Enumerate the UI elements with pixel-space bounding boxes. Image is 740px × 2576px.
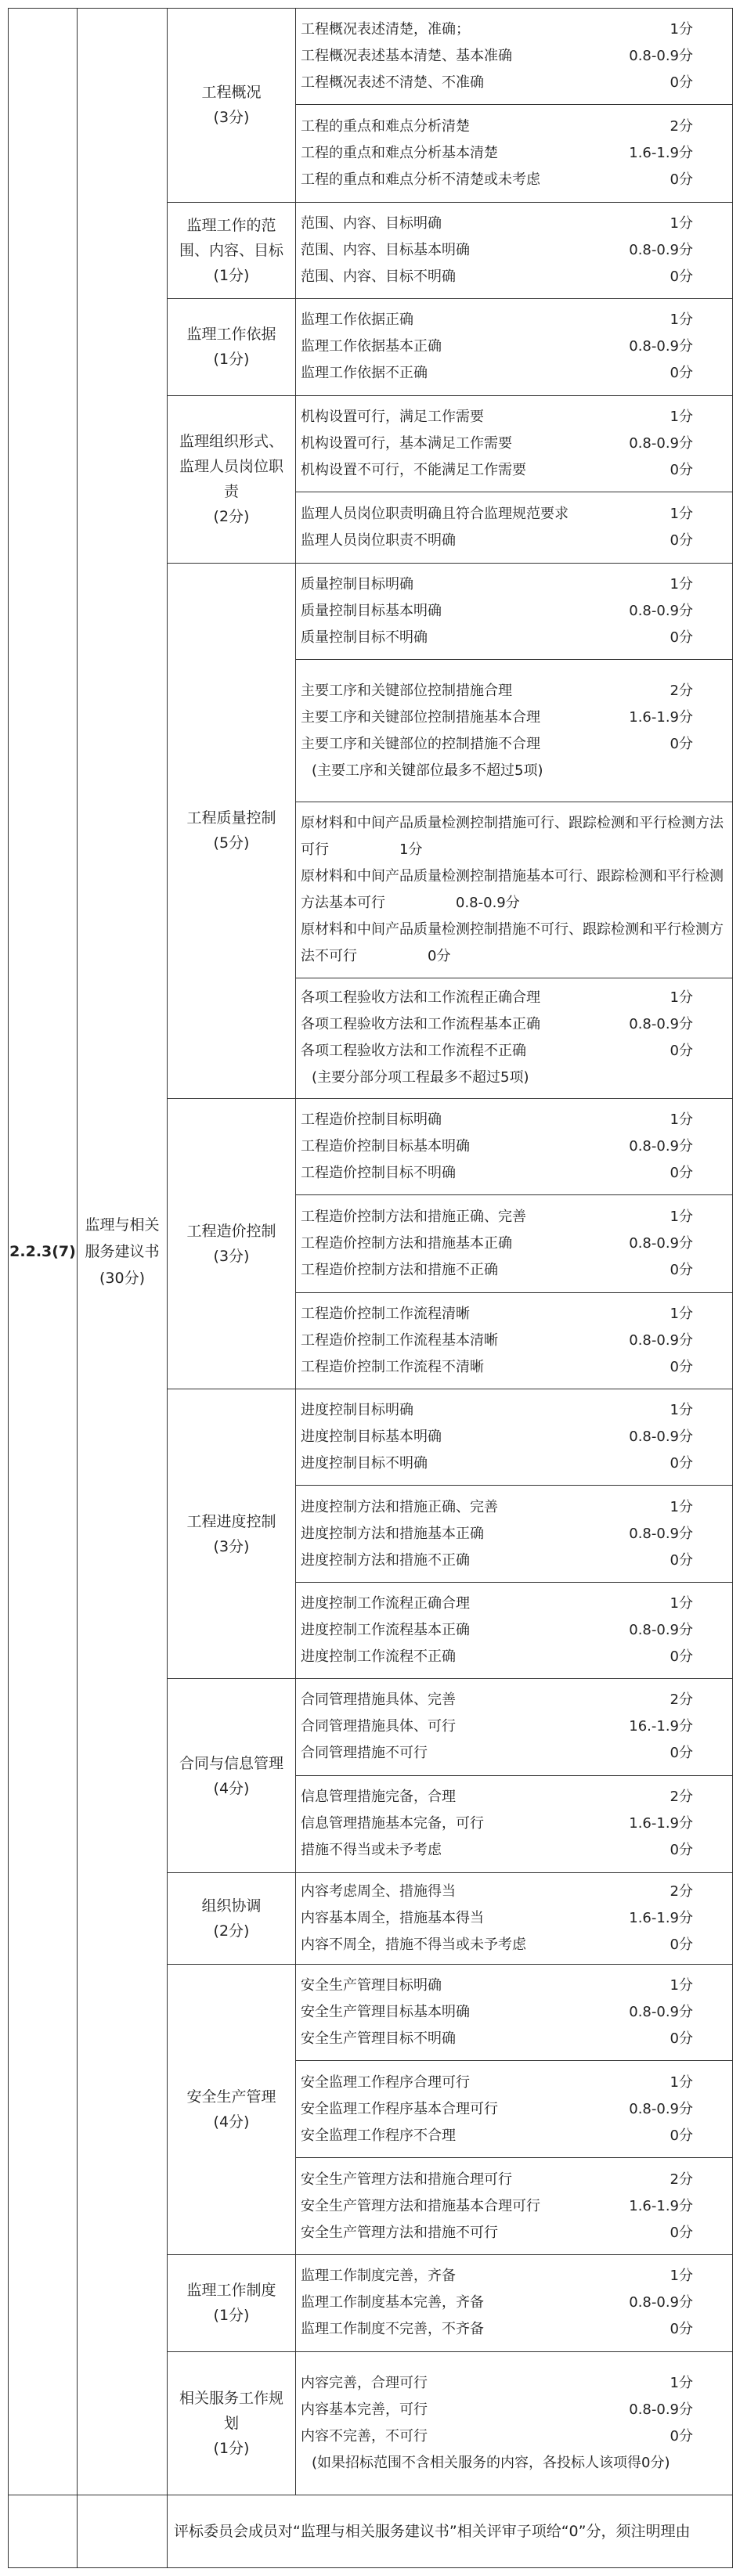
criteria-text: 主要工序和关键部位控制措施基本合理	[301, 708, 540, 726]
criteria-score: 0.8-0.9分	[456, 895, 520, 912]
item-cell	[168, 1679, 296, 1873]
item-cell	[168, 1098, 296, 1389]
criteria-cell	[296, 1098, 733, 1194]
item-cell	[168, 202, 296, 298]
criteria-row	[9, 9, 733, 105]
criteria-score: 1分	[670, 312, 693, 329]
criteria-line	[301, 307, 727, 333]
criteria-text: 监理工作依据不正确	[301, 365, 428, 382]
section-points: (30分)	[99, 1270, 145, 1288]
item-title: 工程进度控制	[186, 1512, 276, 1530]
item-title: 监理工作依据	[186, 326, 276, 344]
criteria-cell	[296, 1965, 733, 2061]
criteria-score: 1分	[670, 408, 693, 425]
criteria-text: 机构设置不可行，不能满足工作需要	[301, 461, 526, 478]
section-cell	[78, 9, 168, 2495]
criteria-score: 1分	[670, 1498, 693, 1515]
criteria-line	[301, 1713, 727, 1740]
item-points: (4分)	[213, 1779, 250, 1797]
footer-blank-cell	[9, 2495, 78, 2568]
criteria-score: 0.8-0.9分	[629, 1331, 693, 1349]
criteria-text: 工程造价控制工作流程基本清晰	[301, 1331, 498, 1349]
criteria-text: 工程造价控制方法和措施不正确	[301, 1262, 498, 1279]
criteria-text: 监理工作依据基本正确	[301, 338, 442, 355]
criteria-line	[301, 1879, 727, 1905]
item-cell	[168, 1389, 296, 1679]
criteria-score: 0分	[670, 531, 693, 549]
criteria-line	[301, 1328, 727, 1354]
criteria-score: 1分	[670, 575, 693, 593]
criteria-line	[301, 2263, 727, 2290]
criteria-note: (主要分部分项工程最多不超过5项)	[312, 1069, 529, 1086]
criteria-text: 监理工作制度完善，齐备	[301, 2268, 456, 2285]
criteria-line	[301, 264, 727, 290]
criteria-cell	[296, 105, 733, 202]
criteria-line	[301, 1905, 727, 1932]
criteria-score: 0.8-0.9分	[629, 338, 693, 355]
criteria-text: 工程造价控制方法和措施正确、完善	[301, 1209, 526, 1226]
item-cell	[168, 1965, 296, 2255]
item-title: 监理工作的范围、内容、目标	[179, 216, 283, 259]
criteria-score: 0.8-0.9分	[629, 602, 693, 619]
criteria-cell	[296, 1195, 733, 1292]
criteria-score: 0分	[670, 74, 693, 92]
criteria-cell	[296, 2351, 733, 2495]
item-cell	[168, 563, 296, 1098]
criteria-text: 工程概况表述基本清楚、基本准确	[301, 48, 512, 65]
criteria-cell	[296, 2157, 733, 2254]
criteria-line	[301, 70, 727, 96]
criteria-score: 0分	[670, 2030, 693, 2048]
criteria-text: 工程的重点和难点分析不清楚或未考虑	[301, 171, 540, 189]
criteria-score: 0.8-0.9分	[629, 2100, 693, 2117]
criteria-line	[301, 1038, 727, 1065]
criteria-score: 1分	[670, 1977, 693, 1994]
criteria-score: 0.8-0.9分	[629, 1622, 693, 1639]
criteria-text: 范围、内容、目标不明确	[301, 268, 456, 285]
criteria-text: 工程的重点和难点分析基本清楚	[301, 145, 498, 162]
criteria-line	[301, 1617, 727, 1644]
criteria-line	[301, 113, 727, 140]
criteria-text: 内容不完善，不可行	[301, 2427, 428, 2444]
criteria-line	[301, 1397, 727, 1424]
criteria-score: 0分	[670, 1648, 693, 1666]
criteria-text: 质量控制目标不明确	[301, 629, 428, 646]
criteria-score: 1.6-1.9分	[629, 708, 693, 726]
criteria-line	[301, 140, 727, 167]
criteria-score: 0.8-0.9分	[629, 1525, 693, 1542]
criteria-text: 质量控制目标明确	[301, 575, 413, 593]
item-cell	[168, 2351, 296, 2495]
criteria-score: 0分	[670, 629, 693, 646]
item-title: 安全生产管理	[186, 2088, 276, 2106]
criteria-line	[301, 1784, 727, 1810]
criteria-line	[301, 985, 727, 1011]
item-points: (3分)	[213, 1537, 250, 1555]
criteria-score: 0分	[670, 1455, 693, 1472]
criteria-line	[301, 1494, 727, 1521]
criteria-score: 0分	[670, 1043, 693, 1060]
criteria-line	[301, 731, 727, 758]
criteria-score: 0分	[428, 948, 451, 965]
criteria-cell	[296, 2061, 733, 2157]
criteria-line	[301, 431, 727, 457]
criteria-text: 监理人员岗位职责不明确	[301, 531, 456, 549]
criteria-score: 16.-1.9分	[629, 1718, 693, 1735]
criteria-score: 0分	[670, 735, 693, 752]
criteria-cell	[296, 9, 733, 105]
criteria-line	[301, 1644, 727, 1670]
criteria-line	[301, 404, 727, 431]
criteria-line	[301, 1932, 727, 1958]
criteria-line	[301, 1740, 727, 1767]
criteria-line	[301, 2397, 727, 2423]
criteria-line	[301, 1810, 727, 1837]
criteria-line	[301, 1160, 727, 1187]
criteria-score: 0.8-0.9分	[629, 2401, 693, 2418]
criteria-text: 安全生产管理方法和措施合理可行	[301, 2171, 512, 2188]
criteria-line	[301, 2167, 727, 2193]
criteria-text: 安全生产管理方法和措施基本合理可行	[301, 2197, 540, 2214]
criteria-text: 范围、内容、目标基本明确	[301, 241, 470, 258]
criteria-cell	[296, 1486, 733, 1582]
criteria-line	[301, 2123, 727, 2149]
criteria-score: 0分	[670, 2321, 693, 2338]
criteria-text: 进度控制工作流程基本正确	[301, 1622, 470, 1639]
criteria-text: 工程造价控制目标不明确	[301, 1165, 456, 1182]
criteria-score: 0.8-0.9分	[629, 48, 693, 65]
criteria-score: 0分	[670, 365, 693, 382]
item-title: 工程概况	[201, 84, 262, 102]
criteria-line	[301, 1011, 727, 1038]
criteria-line	[301, 237, 727, 264]
criteria-score: 0.8-0.9分	[629, 1429, 693, 1446]
item-title: 监理工作制度	[186, 2282, 276, 2300]
criteria-score: 1分	[670, 1111, 693, 1129]
criteria-score: 0分	[670, 1358, 693, 1375]
criteria-score: 1.6-1.9分	[629, 1815, 693, 1832]
criteria-line	[301, 2316, 727, 2343]
criteria-line	[301, 571, 727, 598]
criteria-line	[301, 1133, 727, 1160]
criteria-score: 0分	[670, 2127, 693, 2144]
criteria-text: 原材料和中间产品质量检测控制措施不可行、跟踪检测和平行检测方法不可行	[301, 921, 724, 965]
item-points: (4分)	[213, 2113, 250, 2131]
criteria-line	[301, 501, 727, 528]
criteria-line	[301, 333, 727, 360]
criteria-score: 1分	[670, 505, 693, 522]
item-title: 组织协调	[201, 1897, 262, 1915]
criteria-line	[301, 2370, 727, 2397]
criteria-score: 0分	[670, 171, 693, 189]
item-title: 工程造价控制	[186, 1223, 276, 1241]
criteria-line	[301, 2026, 727, 2052]
criteria-text: 工程的重点和难点分析清楚	[301, 118, 470, 135]
item-title: 相关服务工作规划	[179, 2389, 283, 2432]
criteria-line	[301, 1837, 727, 1864]
criteria-line	[301, 167, 727, 193]
criteria-cell	[296, 202, 733, 298]
criteria-cell	[296, 1582, 733, 1678]
criteria-line	[301, 1204, 727, 1230]
criteria-text: 进度控制方法和措施不正确	[301, 1551, 470, 1569]
criteria-text: 进度控制目标基本明确	[301, 1429, 442, 1446]
criteria-cell	[296, 395, 733, 492]
criteria-text: 各项工程验收方法和工作流程基本正确	[301, 1016, 540, 1033]
criteria-line	[301, 1450, 727, 1477]
criteria-line	[301, 1999, 727, 2026]
criteria-text: 工程造价控制目标基本明确	[301, 1138, 470, 1155]
criteria-score: 0分	[670, 1262, 693, 1279]
criteria-line	[301, 917, 727, 970]
item-points: (2分)	[213, 508, 250, 526]
item-title: 工程质量控制	[186, 809, 276, 827]
criteria-text: 进度控制方法和措施基本正确	[301, 1525, 484, 1542]
criteria-line	[301, 16, 727, 43]
criteria-line	[301, 2220, 727, 2246]
criteria-line	[301, 1973, 727, 1999]
criteria-score: 2分	[670, 682, 693, 699]
criteria-cell	[296, 563, 733, 659]
criteria-text: 合同管理措施不可行	[301, 1745, 428, 1762]
criteria-text: 内容完善，合理可行	[301, 2374, 428, 2391]
criteria-line	[301, 1591, 727, 1617]
criteria-score: 2分	[670, 1692, 693, 1709]
criteria-cell	[296, 492, 733, 563]
criteria-score: 1分	[670, 1595, 693, 1612]
criteria-line	[301, 2096, 727, 2123]
criteria-text: 安全生产管理方法和措施不可行	[301, 2224, 498, 2241]
criteria-text: 措施不得当或未予考虑	[301, 1842, 442, 1859]
criteria-text: 内容基本周全，措施基本得当	[301, 1910, 484, 1927]
criteria-cell	[296, 1873, 733, 1965]
criteria-score: 1.6-1.9分	[629, 2197, 693, 2214]
criteria-cell	[296, 978, 733, 1098]
criteria-text: 内容不周全，措施不得当或未予考虑	[301, 1937, 526, 1954]
criteria-text: 进度控制方法和措施正确、完善	[301, 1498, 498, 1515]
item-points: (3分)	[213, 1248, 250, 1266]
item-points: (1分)	[213, 266, 250, 284]
criteria-line	[301, 1354, 727, 1381]
criteria-text: 安全生产管理目标明确	[301, 1977, 442, 1994]
criteria-score: 0.8-0.9分	[629, 1138, 693, 1155]
criteria-line	[301, 598, 727, 625]
criteria-score: 1分	[670, 2374, 693, 2391]
item-cell	[168, 9, 296, 203]
section-title: 监理与相关服务建议书	[85, 1216, 160, 1261]
criteria-score: 1分	[670, 21, 693, 38]
criteria-score: 0分	[670, 1551, 693, 1569]
item-title: 合同与信息管理	[179, 1754, 283, 1772]
criteria-text: 监理工作依据正确	[301, 312, 413, 329]
criteria-text: 各项工程验收方法和工作流程正确合理	[301, 989, 540, 1007]
criteria-text: 安全生产管理目标不明确	[301, 2030, 456, 2048]
criteria-score: 1.6-1.9分	[629, 145, 693, 162]
criteria-score: 0分	[670, 1165, 693, 1182]
criteria-score: 1分	[670, 1209, 693, 1226]
criteria-line	[301, 678, 727, 704]
criteria-text: 各项工程验收方法和工作流程不正确	[301, 1043, 526, 1060]
criteria-line	[301, 2070, 727, 2096]
criteria-score: 0.8-0.9分	[629, 2004, 693, 2021]
criteria-score: 0分	[670, 1842, 693, 1859]
criteria-line	[301, 1424, 727, 1450]
criteria-line	[301, 528, 727, 554]
criteria-score: 1分	[670, 2268, 693, 2285]
criteria-line	[301, 457, 727, 484]
criteria-score: 2分	[670, 1789, 693, 1806]
criteria-text: 内容基本完善，可行	[301, 2401, 428, 2418]
criteria-text: 安全生产管理目标基本明确	[301, 2004, 470, 2021]
item-points: (1分)	[213, 351, 250, 369]
criteria-text: 信息管理措施基本完备，可行	[301, 1815, 484, 1832]
criteria-score: 1.6-1.9分	[629, 1910, 693, 1927]
criteria-text: 工程造价控制目标明确	[301, 1111, 442, 1129]
criteria-score: 1分	[399, 841, 423, 859]
criteria-text: 监理工作制度基本完善，齐备	[301, 2294, 484, 2311]
criteria-text: 合同管理措施具体、可行	[301, 1718, 456, 1735]
criteria-cell	[296, 2255, 733, 2351]
criteria-score: 1分	[670, 989, 693, 1007]
criteria-text: 进度控制目标不明确	[301, 1455, 428, 1472]
item-points: (1分)	[213, 2439, 250, 2457]
criteria-line	[301, 1301, 727, 1328]
criteria-cell	[296, 1775, 733, 1872]
criteria-score: 0.8-0.9分	[629, 1016, 693, 1033]
criteria-cell	[296, 802, 733, 978]
criteria-text: 原材料和中间产品质量检测控制措施基本可行、跟踪检测和平行检测方法基本可行	[301, 868, 724, 912]
criteria-score: 0分	[670, 461, 693, 478]
criteria-line	[301, 360, 727, 387]
criteria-note: (如果招标范围不含相关服务的内容，各投标人该项得0分)	[312, 2454, 670, 2471]
item-points: (2分)	[213, 1922, 250, 1940]
criteria-score: 0.8-0.9分	[629, 241, 693, 258]
footer-blank-cell	[78, 2495, 168, 2568]
item-title: 监理组织形式、监理人员岗位职责	[179, 433, 283, 501]
criteria-text: 质量控制目标基本明确	[301, 602, 442, 619]
criteria-score: 0.8-0.9分	[629, 2294, 693, 2311]
item-cell	[168, 395, 296, 563]
criteria-text: 工程造价控制工作流程清晰	[301, 1305, 470, 1322]
item-points: (1分)	[213, 2307, 250, 2325]
criteria-score: 1分	[670, 1402, 693, 1419]
criteria-text: 机构设置可行，满足工作需要	[301, 408, 484, 425]
criteria-text: 主要工序和关键部位控制措施合理	[301, 682, 512, 699]
item-cell	[168, 1873, 296, 1965]
criteria-line	[301, 211, 727, 237]
criteria-line	[301, 2423, 727, 2450]
criteria-text: 工程造价控制方法和措施基本正确	[301, 1235, 512, 1252]
criteria-score: 0分	[670, 1745, 693, 1762]
criteria-text: 安全监理工作程序合理可行	[301, 2073, 470, 2091]
criteria-line	[301, 810, 727, 863]
criteria-line	[301, 2193, 727, 2220]
criteria-cell	[296, 1389, 733, 1486]
criteria-line	[301, 863, 727, 917]
criteria-line	[301, 1687, 727, 1713]
criteria-score: 0.8-0.9分	[629, 1235, 693, 1252]
criteria-score: 0分	[670, 268, 693, 285]
criteria-cell	[296, 1292, 733, 1389]
criteria-cell	[296, 659, 733, 802]
criteria-text: 工程概况表述不清楚、不准确	[301, 74, 484, 92]
criteria-cell	[296, 299, 733, 395]
criteria-line	[301, 1547, 727, 1574]
criteria-line	[301, 625, 727, 651]
criteria-text: 合同管理措施具体、完善	[301, 1692, 456, 1709]
criteria-text: 信息管理措施完备，合理	[301, 1789, 456, 1806]
criteria-score: 2分	[670, 1883, 693, 1900]
criteria-line	[301, 1230, 727, 1257]
clause-code: 2.2.3(7)	[9, 9, 78, 2495]
criteria-text: 机构设置可行，基本满足工作需要	[301, 434, 512, 452]
criteria-line	[301, 1107, 727, 1133]
criteria-text: 进度控制工作流程不正确	[301, 1648, 456, 1666]
criteria-text: 安全监理工作程序不合理	[301, 2127, 456, 2144]
criteria-text: 原材料和中间产品质量检测控制措施可行、跟踪检测和平行检测方法可行	[301, 815, 724, 859]
footer-row	[9, 2495, 733, 2568]
criteria-text: 安全监理工作程序基本合理可行	[301, 2100, 498, 2117]
criteria-note: (主要工序和关键部位最多不超过5项)	[312, 762, 543, 779]
criteria-text: 内容考虑周全、措施得当	[301, 1883, 456, 1900]
criteria-score: 0.8-0.9分	[629, 434, 693, 452]
criteria-line	[301, 2290, 727, 2316]
item-points: (5分)	[213, 834, 250, 852]
criteria-score: 2分	[670, 2171, 693, 2188]
item-cell	[168, 2255, 296, 2351]
footer-note: 评标委员会成员对“监理与相关服务建议书”相关评审子项给“0”分，须注明理由	[168, 2495, 733, 2568]
criteria-text: 范围、内容、目标明确	[301, 214, 442, 232]
criteria-text: 工程概况表述清楚，准确；	[301, 21, 470, 38]
criteria-text: 监理工作制度不完善，不齐备	[301, 2321, 484, 2338]
criteria-text: 主要工序和关键部位的控制措施不合理	[301, 735, 540, 752]
criteria-text: 进度控制工作流程正确合理	[301, 1595, 470, 1612]
criteria-score: 1分	[670, 2073, 693, 2091]
criteria-score: 1分	[670, 1305, 693, 1322]
criteria-line	[301, 704, 727, 731]
criteria-score: 1分	[670, 214, 693, 232]
criteria-line	[301, 43, 727, 70]
criteria-text: 工程造价控制工作流程不清晰	[301, 1358, 484, 1375]
criteria-line	[301, 1521, 727, 1547]
criteria-line	[301, 1257, 727, 1284]
criteria-score: 0分	[670, 2224, 693, 2241]
criteria-text: 进度控制目标明确	[301, 1402, 413, 1419]
criteria-cell	[296, 1679, 733, 1775]
criteria-text: 监理人员岗位职责明确且符合监理规范要求	[301, 505, 569, 522]
criteria-score: 2分	[670, 118, 693, 135]
item-points: (3分)	[213, 109, 250, 127]
item-cell	[168, 299, 296, 395]
criteria-score: 0分	[670, 2427, 693, 2444]
criteria-score: 0分	[670, 1937, 693, 1954]
scoring-table	[8, 8, 733, 2568]
